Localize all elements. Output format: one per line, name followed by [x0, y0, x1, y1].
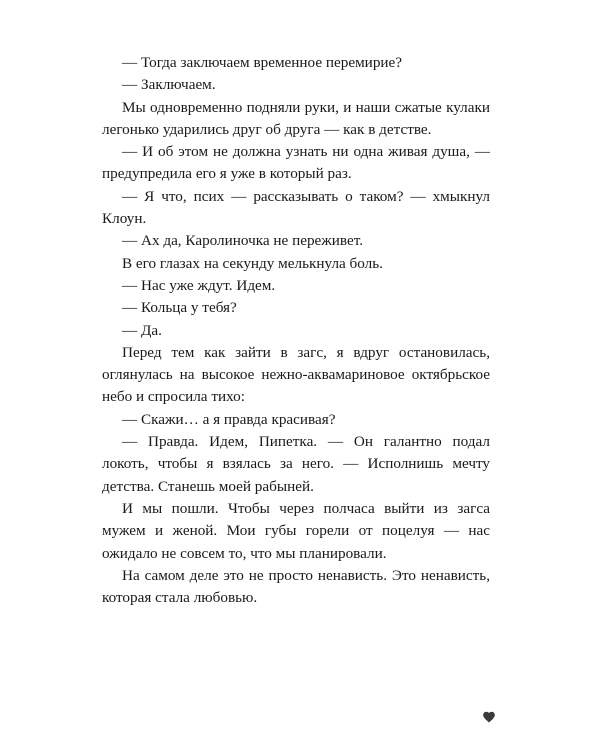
paragraph: — Нас уже ждут. Идем.: [122, 276, 276, 294]
paragraph: — Тогда заключаем временное перемирие?: [122, 54, 403, 71]
paragraph: Перед тем как зайти в загс, я вдруг остановилась, оглянулась на высокое нежно-аквамариновое октябрьское небо и спросила тихо:: [102, 343, 490, 406]
paragraph: — Я что, псих — рассказывать о таком? — хмыкнул Клоун.: [102, 187, 490, 228]
paragraph: В его глазах на секунду мелькнула боль.: [122, 254, 383, 272]
paragraph: — И об этом не должна узнать ни одна живая душа, — предупредила его я уже в который раз.: [102, 143, 490, 183]
paragraph: — Да.: [122, 321, 162, 339]
paragraph: — Правда. Идем, Пипетка. — Он галантно подал локоть, чтобы я взялась за него. — Исполнишь мечту детства. Станешь моей рабыней.: [102, 433, 490, 495]
paragraph: На самом деле это не просто ненависть. Это ненависть, которая стала любовью.: [102, 566, 490, 607]
paragraph: — Ах да, Каролиночка не переживет.: [122, 232, 364, 250]
paragraph: И мы пошли. Чтобы через полчаса выйти из загса мужем и женой. Мои губы горели от поцелуя — нас ожидало не совсем то, что мы планировали.: [102, 499, 490, 562]
paragraph: — Скажи… а я правда красивая?: [122, 410, 336, 428]
paragraph: — Заключаем.: [122, 76, 216, 94]
paragraph: Мы одновременно подняли руки, и наши сжатые кулаки легонько ударились друг об друга — как в детстве.: [102, 98, 490, 138]
book-page-text: [102, 52, 490, 609]
paragraph: — Кольца у тебя?: [122, 299, 237, 317]
heart-icon: [482, 710, 496, 724]
